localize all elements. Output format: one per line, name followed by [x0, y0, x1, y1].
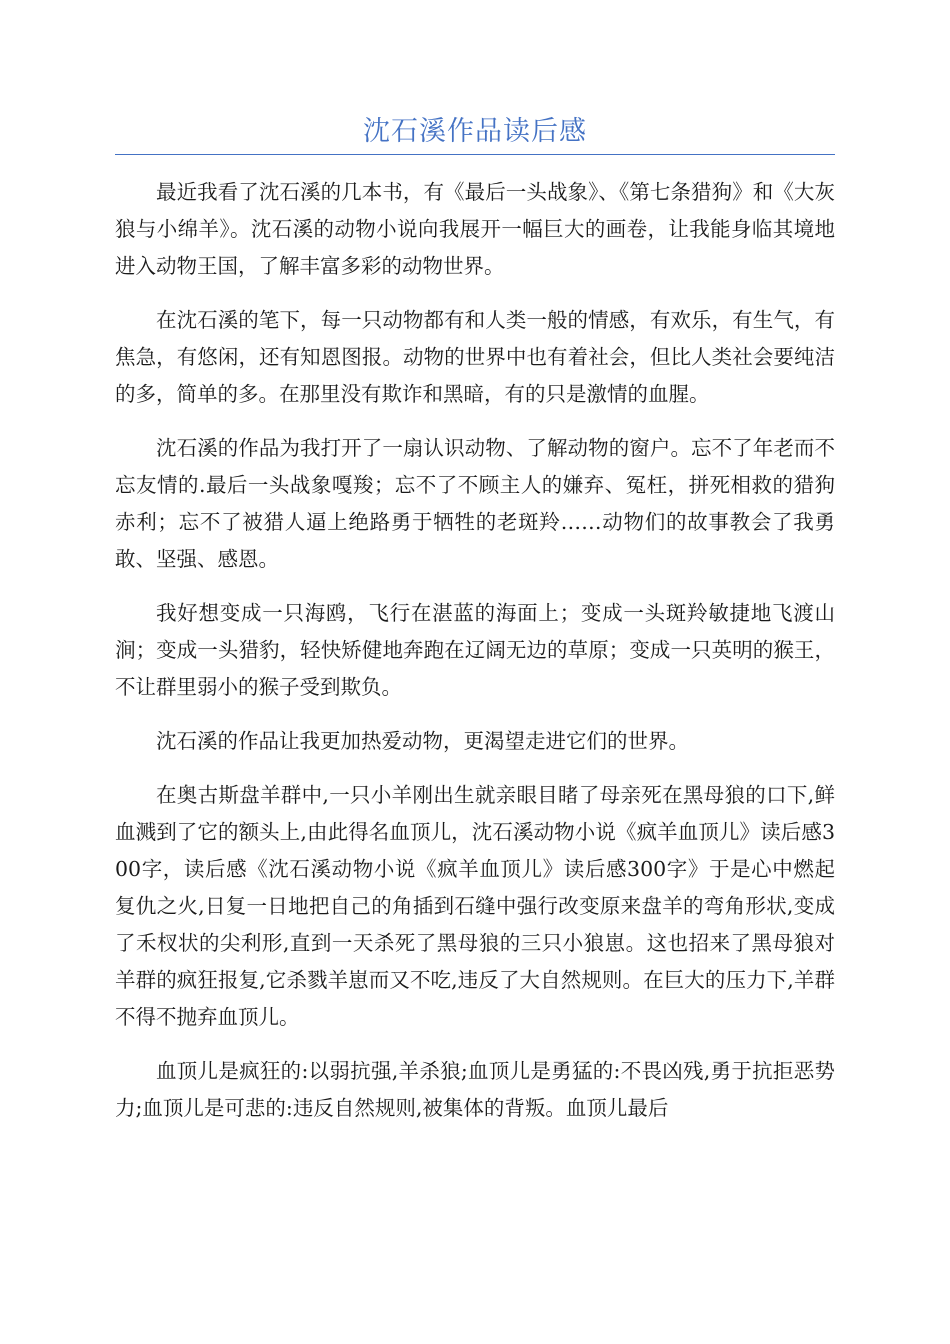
- document-title: 沈石溪作品读后感: [363, 116, 587, 147]
- paragraph: 在沈石溪的笔下，每一只动物都有和人类一般的情感，有欢乐，有生气，有焦急，有悠闲，还有知恩图报。动物的世界中也有着社会，但比人类社会要纯洁的多，简单的多。在那里没有欺诈和黑暗，有的只是激情的血腥。: [115, 308, 835, 406]
- paragraph: 我好想变成一只海鸥，飞行在湛蓝的海面上；变成一头斑羚敏捷地飞渡山涧；变成一头猎豹，轻快矫健地奔跑在辽阔无边的草原；变成一只英明的猴王，不让群里弱小的猴子受到欺负。: [115, 601, 835, 699]
- paragraph: 在奥古斯盘羊群中,一只小羊刚出生就亲眼目睹了母亲死在黑母狼的口下,鲜血溅到了它的额头上,由此得名血顶儿，沈石溪动物小说《疯羊血顶儿》读后感300字，读后感《沈石溪动物小说《疯羊血顶儿》读后感300字》于是心中燃起复仇之火,日复一日地把自己的角插到石缝中强行改变原来盘羊的弯角形状,变成了禾杈状的尖利形,直到一天杀死了黑母狼的三只小狼崽。这也招来了黑母狼对羊群的疯狂报复,它杀戮羊崽而又不吃,违反了大自然规则。在巨大的压力下,羊群不得不抛弃血顶儿。: [115, 783, 835, 1029]
- paragraph: 最近我看了沈石溪的几本书，有《最后一头战象》、《第七条猎狗》和《大灰狼与小绵羊》。沈石溪的动物小说向我展开一幅巨大的画卷，让我能身临其境地进入动物王国，了解丰富多彩的动物世界。: [115, 180, 835, 278]
- paragraph: 沈石溪的作品让我更加热爱动物，更渴望走进它们的世界。: [156, 729, 689, 753]
- title-underline: [115, 154, 835, 155]
- document-body: [115, 174, 835, 1144]
- paragraph: 沈石溪的作品为我打开了一扇认识动物、了解动物的窗户。忘不了年老而不忘友情的.最后一头战象嘎羧；忘不了不顾主人的嫌弃、冤枉，拼死相救的猎狗赤利；忘不了被猎人逼上绝路勇于牺牲的老斑羚……动物们的故事教会了我勇敢、坚强、感恩。: [115, 436, 835, 571]
- paragraph: 血顶儿是疯狂的:以弱抗强,羊杀狼;血顶儿是勇猛的:不畏凶残,勇于抗拒恶势力;血顶儿是可悲的:违反自然规则,被集体的背叛。血顶儿最后: [115, 1059, 835, 1120]
